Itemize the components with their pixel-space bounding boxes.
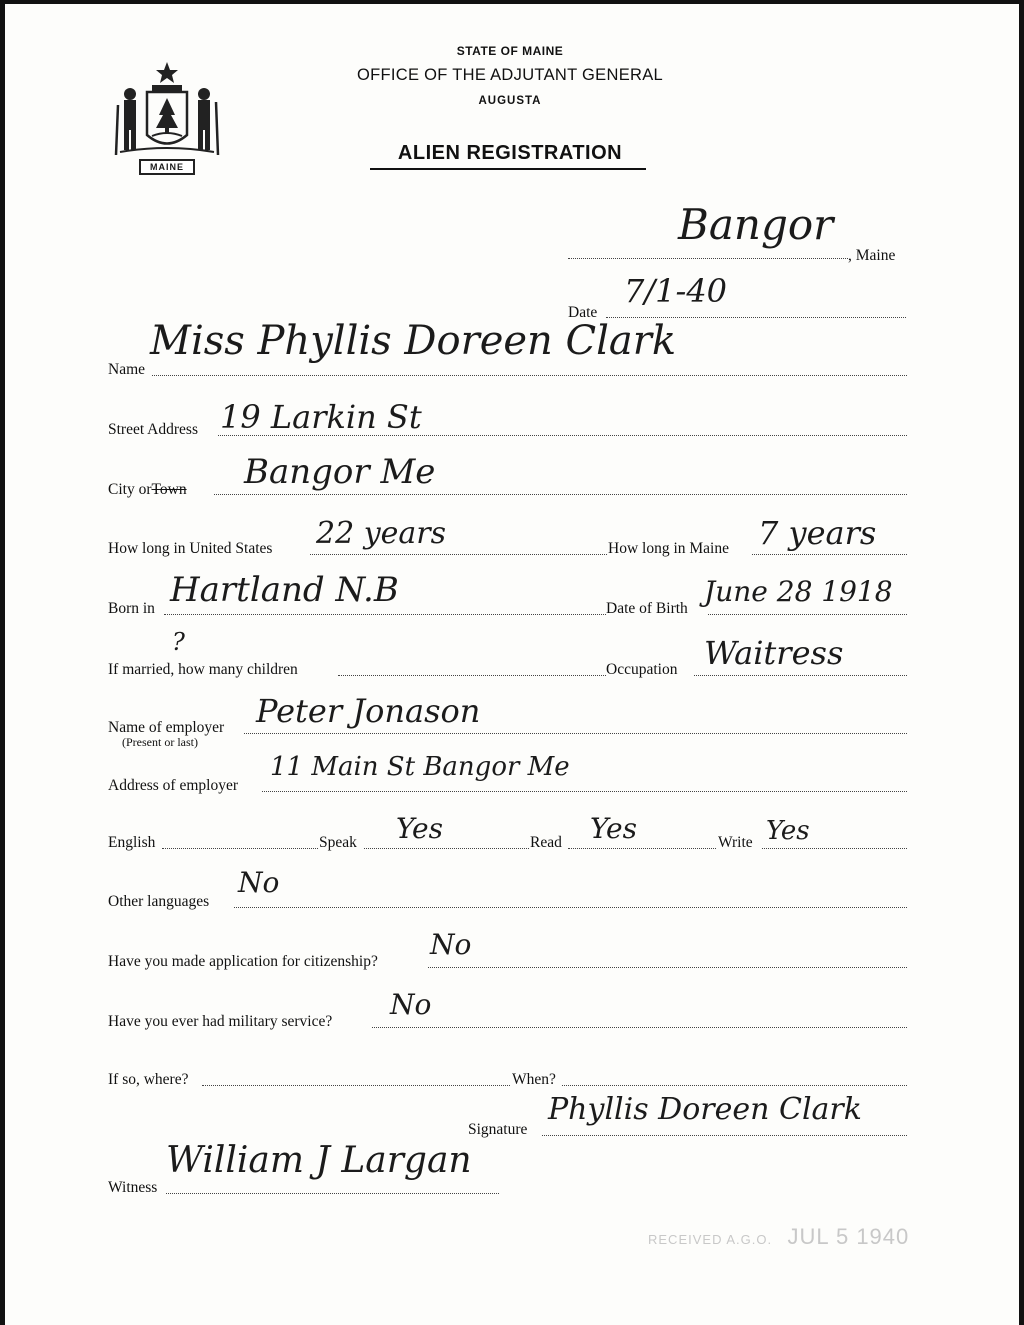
form-title-underline <box>370 168 646 170</box>
citizenship-label: Have you made application for citizenship? <box>108 953 378 970</box>
name-line <box>152 375 907 376</box>
present-or-last-note: (Present or last) <box>122 735 198 749</box>
scan-border-left <box>0 0 5 1325</box>
english-line <box>162 848 318 849</box>
header-city: AUGUSTA <box>478 95 542 107</box>
occupation-line <box>694 675 907 676</box>
if-married-label: If married, how many children <box>108 661 298 678</box>
when-line <box>562 1085 907 1086</box>
other-languages-label: Other languages <box>108 893 210 910</box>
date-label: Date <box>568 304 598 321</box>
received-stamp-date: JUL 5 1940 <box>787 1224 910 1249</box>
how-long-maine-line <box>752 554 907 555</box>
speak-line <box>364 848 529 849</box>
born-in-line <box>164 614 606 615</box>
signature-label: Signature <box>468 1121 528 1138</box>
english-label: English <box>108 834 156 851</box>
city-label <box>108 481 187 499</box>
header-office: OFFICE OF THE ADJUTANT GENERAL <box>356 66 664 84</box>
how-long-maine-entry: 7 years <box>758 514 877 552</box>
received-stamp <box>648 1224 909 1250</box>
name-of-employer-label: Name of employer <box>108 719 225 736</box>
town-struck-label: Town <box>151 481 187 498</box>
date-of-birth-line <box>708 614 907 615</box>
name-label: Name <box>108 361 146 378</box>
city-or-label: City or <box>108 481 152 498</box>
maine-label: , Maine <box>848 247 896 264</box>
witness-signature: William J Largan <box>166 1140 472 1181</box>
how-long-us-entry: 22 years <box>316 516 447 551</box>
read-entry: Yes <box>590 812 637 845</box>
children-entry: ? <box>172 628 185 656</box>
citizenship-entry: No <box>430 928 472 961</box>
header-state: STATE OF MAINE <box>456 44 564 58</box>
how-long-us-line <box>310 554 607 555</box>
read-line <box>568 848 716 849</box>
street-address-label: Street Address <box>108 421 198 438</box>
date-of-birth-label: Date of Birth <box>606 600 688 617</box>
born-in-entry: Hartland N.B <box>170 570 399 610</box>
witness-line <box>166 1193 499 1194</box>
write-line <box>762 848 907 849</box>
speak-label: Speak <box>319 834 357 851</box>
how-long-maine-label: How long in Maine <box>608 540 729 557</box>
military-line <box>372 1027 907 1028</box>
employer-address-line <box>262 791 907 792</box>
born-in-label: Born in <box>108 600 155 617</box>
name-entry: Miss Phyllis Doreen Clark <box>150 318 677 364</box>
speak-entry: Yes <box>396 812 443 845</box>
applicant-signature: Phyllis Doreen Clark <box>548 1092 862 1127</box>
other-languages-line <box>234 907 907 908</box>
occupation-entry: Waitress <box>704 634 844 672</box>
date-entry: 7/1-40 <box>624 272 728 310</box>
employer-line <box>244 733 907 734</box>
street-address-entry: 19 Larkin St <box>220 398 422 436</box>
write-label: Write <box>718 834 753 851</box>
city-line <box>214 494 907 495</box>
date-of-birth-entry: June 28 1918 <box>704 575 893 608</box>
read-label: Read <box>530 834 562 851</box>
how-long-us-label: How long in United States <box>108 540 273 557</box>
other-languages-entry: No <box>238 866 280 899</box>
if-so-where-label: If so, where? <box>108 1071 189 1088</box>
town-line <box>568 258 848 259</box>
children-line <box>338 675 606 676</box>
scan-border-right <box>1019 0 1024 1325</box>
address-of-employer-label: Address of employer <box>108 777 238 794</box>
received-stamp-text: RECEIVED A.G.O. <box>648 1232 773 1247</box>
military-label: Have you ever had military service? <box>108 1013 333 1030</box>
signature-line <box>542 1135 907 1136</box>
seal-motto: MAINE <box>150 162 184 172</box>
citizenship-line <box>428 967 907 968</box>
employer-entry: Peter Jonason <box>256 692 481 730</box>
city-entry: Bangor Me <box>244 452 436 492</box>
employer-address-entry: 11 Main St Bangor Me <box>270 752 570 782</box>
occupation-label: Occupation <box>606 661 678 678</box>
where-line <box>202 1085 510 1086</box>
when-label: When? <box>512 1071 556 1088</box>
form-title: ALIEN REGISTRATION <box>397 142 623 164</box>
witness-label: Witness <box>108 1179 158 1196</box>
town-entry: Bangor <box>678 200 834 249</box>
scan-border-top <box>0 0 1024 4</box>
military-entry: No <box>390 988 432 1021</box>
write-entry: Yes <box>766 816 810 846</box>
